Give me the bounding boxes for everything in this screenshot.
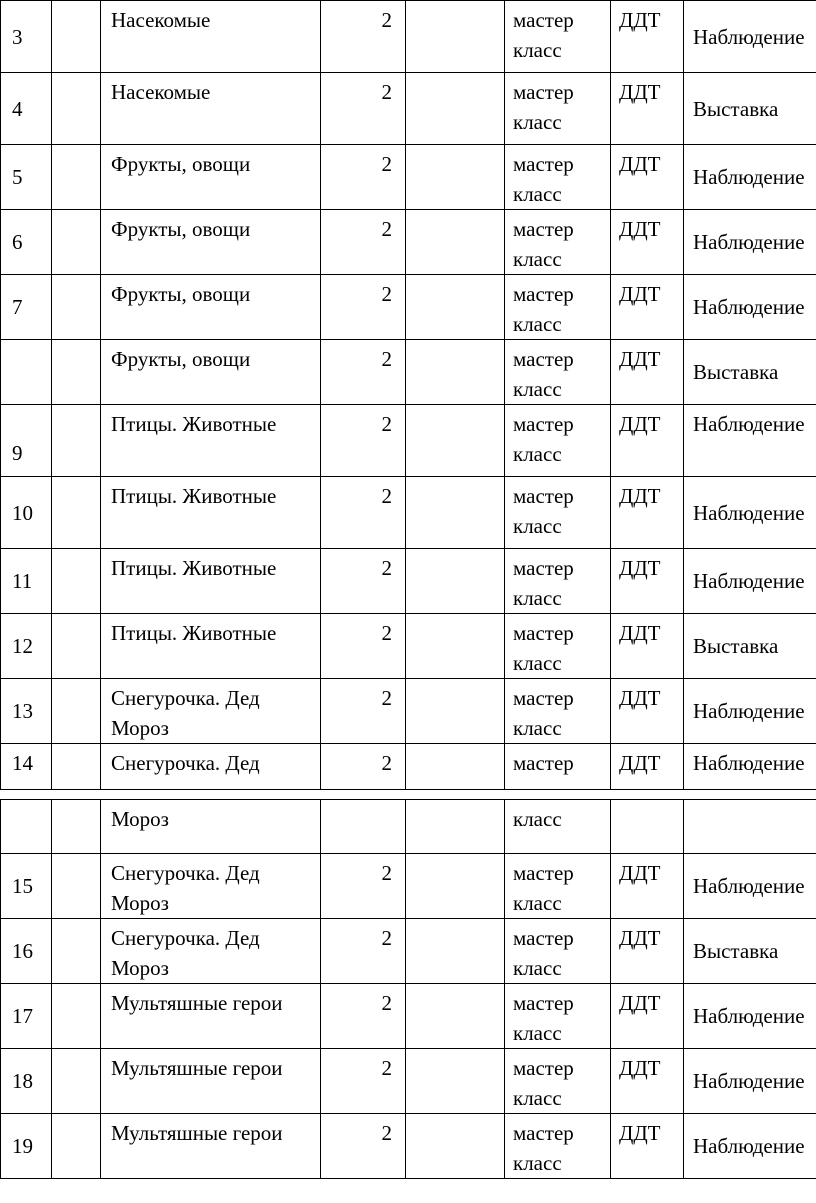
control-form: Наблюдение: [684, 405, 816, 477]
topic-name: Насекомые: [101, 1, 321, 73]
place: ДДТ: [611, 1049, 684, 1114]
topic-name: Снегурочка. Дед Мороз: [101, 679, 321, 744]
table-row: [1, 984, 816, 1049]
table-row: [1, 477, 816, 549]
hours: 2: [321, 477, 406, 549]
empty-cell: [406, 477, 505, 549]
hours: 2: [321, 1049, 406, 1114]
empty-cell: [52, 1049, 101, 1114]
topic-name: Мультяшные герои: [101, 984, 321, 1049]
hours: 2: [321, 275, 406, 340]
table-row: [1, 854, 816, 919]
lesson-form: мастер класс: [505, 340, 611, 405]
empty-cell: [406, 744, 505, 790]
lesson-form: мастер класс: [505, 679, 611, 744]
place: ДДТ: [611, 854, 684, 919]
empty-cell: [406, 854, 505, 919]
control-form: Наблюдение: [684, 1049, 816, 1114]
hours: 2: [321, 340, 406, 405]
empty-cell: [52, 614, 101, 679]
schedule-table-bottom: [0, 799, 816, 1179]
lesson-form: мастер класс: [505, 1049, 611, 1114]
table-row: [1, 73, 816, 145]
row-number: 10: [1, 477, 52, 549]
row-number: 5: [1, 145, 52, 210]
empty-cell: [406, 340, 505, 405]
topic-name: Мультяшные герои: [101, 1049, 321, 1114]
table-row: [1, 919, 816, 984]
empty-cell: [406, 73, 505, 145]
topic-name: Птицы. Животные: [101, 405, 321, 477]
topic-name: Фрукты, овощи: [101, 210, 321, 275]
empty-cell: [406, 1, 505, 73]
lesson-form: мастер класс: [505, 1, 611, 73]
topic-name: Мультяшные герои: [101, 1114, 321, 1179]
empty-cell: [52, 800, 101, 854]
row-number: 15: [1, 854, 52, 919]
topic-name: Мороз: [101, 800, 321, 854]
place: ДДТ: [611, 1114, 684, 1179]
empty-cell: [52, 984, 101, 1049]
place: [611, 800, 684, 854]
place: ДДТ: [611, 679, 684, 744]
row-number: 12: [1, 614, 52, 679]
empty-cell: [52, 73, 101, 145]
lesson-form: класс: [505, 800, 611, 854]
control-form: Наблюдение: [684, 679, 816, 744]
row-number: 17: [1, 984, 52, 1049]
lesson-form: мастер класс: [505, 145, 611, 210]
table-row: [1, 1, 816, 73]
empty-cell: [52, 405, 101, 477]
place: ДДТ: [611, 984, 684, 1049]
empty-cell: [406, 275, 505, 340]
empty-cell: [52, 1, 101, 73]
hours: 2: [321, 145, 406, 210]
place: ДДТ: [611, 549, 684, 614]
place: ДДТ: [611, 340, 684, 405]
row-number: 9: [1, 405, 52, 477]
empty-cell: [52, 477, 101, 549]
hours: 2: [321, 984, 406, 1049]
table-row: [1, 549, 816, 614]
empty-cell: [406, 679, 505, 744]
topic-name: Фрукты, овощи: [101, 340, 321, 405]
lesson-form: мастер класс: [505, 73, 611, 145]
place: ДДТ: [611, 919, 684, 984]
lesson-form: мастер класс: [505, 405, 611, 477]
control-form: Наблюдение: [684, 275, 816, 340]
lesson-form: мастер класс: [505, 854, 611, 919]
table-row: [1, 1049, 816, 1114]
table-row: [1, 405, 816, 477]
control-form: Наблюдение: [684, 744, 816, 790]
hours: [321, 800, 406, 854]
table-row: [1, 145, 816, 210]
empty-cell: [406, 984, 505, 1049]
row-number: 18: [1, 1049, 52, 1114]
row-number: 19: [1, 1114, 52, 1179]
control-form: Наблюдение: [684, 1, 816, 73]
control-form: Наблюдение: [684, 210, 816, 275]
place: ДДТ: [611, 614, 684, 679]
lesson-form: мастер класс: [505, 549, 611, 614]
control-form: Наблюдение: [684, 477, 816, 549]
row-number: 4: [1, 73, 52, 145]
empty-cell: [406, 145, 505, 210]
table-row: [1, 275, 816, 340]
place: ДДТ: [611, 1, 684, 73]
table-row: [1, 210, 816, 275]
row-number: [1, 340, 52, 405]
row-number: [1, 800, 52, 854]
topic-name: Насекомые: [101, 73, 321, 145]
place: ДДТ: [611, 744, 684, 790]
place: ДДТ: [611, 405, 684, 477]
topic-name: Снегурочка. Дед Мороз: [101, 854, 321, 919]
lesson-form: мастер класс: [505, 984, 611, 1049]
hours: 2: [321, 679, 406, 744]
hours: 2: [321, 919, 406, 984]
control-form: [684, 800, 816, 854]
topic-name: Снегурочка. Дед: [101, 744, 321, 790]
empty-cell: [52, 210, 101, 275]
place: ДДТ: [611, 275, 684, 340]
topic-name: Снегурочка. Дед Мороз: [101, 919, 321, 984]
empty-cell: [406, 919, 505, 984]
place: ДДТ: [611, 210, 684, 275]
topic-name: Фрукты, овощи: [101, 145, 321, 210]
empty-cell: [52, 679, 101, 744]
table-row: [1, 679, 816, 744]
control-form: Наблюдение: [684, 145, 816, 210]
hours: 2: [321, 210, 406, 275]
empty-cell: [406, 800, 505, 854]
table-row: [1, 340, 816, 405]
empty-cell: [406, 210, 505, 275]
empty-cell: [406, 614, 505, 679]
control-form: Выставка: [684, 614, 816, 679]
control-form: Наблюдение: [684, 854, 816, 919]
lesson-form: мастер класс: [505, 275, 611, 340]
hours: 2: [321, 744, 406, 790]
place: ДДТ: [611, 477, 684, 549]
empty-cell: [52, 1114, 101, 1179]
empty-cell: [52, 275, 101, 340]
lesson-form: мастер класс: [505, 919, 611, 984]
control-form: Наблюдение: [684, 984, 816, 1049]
table-row: [1, 1114, 816, 1179]
row-number: 13: [1, 679, 52, 744]
hours: 2: [321, 549, 406, 614]
empty-cell: [52, 919, 101, 984]
row-number: 16: [1, 919, 52, 984]
hours: 2: [321, 1114, 406, 1179]
empty-cell: [52, 340, 101, 405]
hours: 2: [321, 1, 406, 73]
row-number: 11: [1, 549, 52, 614]
row-number: 7: [1, 275, 52, 340]
place: ДДТ: [611, 145, 684, 210]
lesson-form: мастер класс: [505, 614, 611, 679]
place: ДДТ: [611, 73, 684, 145]
table-row: [1, 614, 816, 679]
row-number: 14: [1, 744, 52, 790]
control-form: Наблюдение: [684, 549, 816, 614]
empty-cell: [406, 549, 505, 614]
hours: 2: [321, 405, 406, 477]
table-row: [1, 744, 816, 790]
row-number: 3: [1, 1, 52, 73]
control-form: Выставка: [684, 919, 816, 984]
control-form: Наблюдение: [684, 1114, 816, 1179]
topic-name: Птицы. Животные: [101, 477, 321, 549]
hours: 2: [321, 614, 406, 679]
topic-name: Птицы. Животные: [101, 549, 321, 614]
topic-name: Фрукты, овощи: [101, 275, 321, 340]
control-form: Выставка: [684, 340, 816, 405]
empty-cell: [52, 549, 101, 614]
empty-cell: [406, 1114, 505, 1179]
hours: 2: [321, 73, 406, 145]
empty-cell: [52, 145, 101, 210]
empty-cell: [406, 1049, 505, 1114]
hours: 2: [321, 854, 406, 919]
empty-cell: [52, 744, 101, 790]
lesson-form: мастер класс: [505, 1114, 611, 1179]
lesson-form: мастер: [505, 744, 611, 790]
row-number: 6: [1, 210, 52, 275]
table-row: [1, 800, 816, 854]
control-form: Выставка: [684, 73, 816, 145]
empty-cell: [406, 405, 505, 477]
lesson-form: мастер класс: [505, 210, 611, 275]
topic-name: Птицы. Животные: [101, 614, 321, 679]
empty-cell: [52, 854, 101, 919]
lesson-form: мастер класс: [505, 477, 611, 549]
